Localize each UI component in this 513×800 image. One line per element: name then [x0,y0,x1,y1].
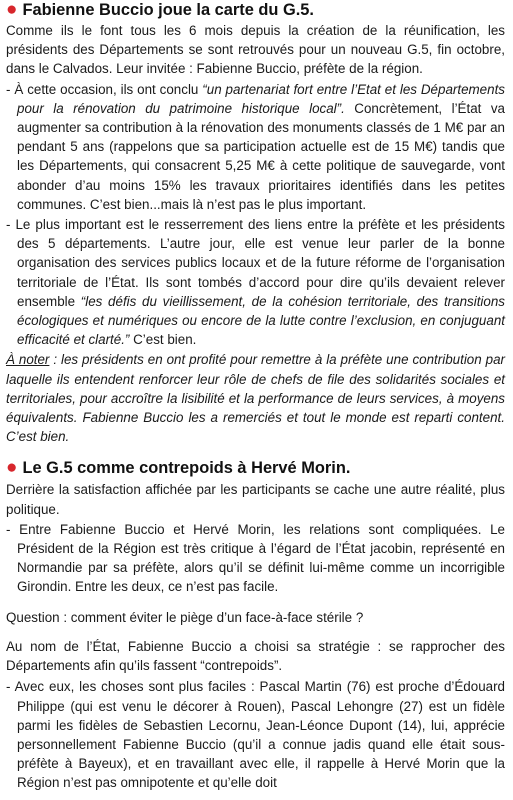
strategy-paragraph: Au nom de l’État, Fabienne Buccio a choisi sa stratégie : se rapprocher des Départements afin qu’ils fassent “contrepoids”. [6,638,505,674]
item-rest: Concrètement, l’État va augmenter sa contribution à la rénovation des monuments classés de 1 M€ par an pendant 5 ans (rappelons que sa participation actuelle est de 15 M€) tandis que les Départements, qui consacrent 5,25 M€ à cette politique de sauvegarde, vont abonder d’au moins 15% les travaux prioritaires identifiés dans les petites communes. C’est bien...mais là n’est pas le plus important. [17,100,505,212]
item-lead: - À cette occasion, ils ont conclu [6,81,203,97]
heading-text: Le G.5 comme contrepoids à Hervé Morin. [22,459,351,478]
heading-text: Fabienne Buccio joue la carte du G.5. [22,1,314,19]
section-heading-2 [6,458,505,478]
list-item: - Entre Fabienne Buccio et Hervé Morin, les relations sont compliquées. Le Président de la Région est très critique à l’égard de l’État jacobin, représenté en Normandie par sa préfète, alors qu’il se définit lui-même comme un incorrigible Girondin. Entre les deux, ce n’est pas facile. [6,521,505,595]
list-item: - Avec eux, les choses sont plus faciles : Pascal Martin (76) est proche d’Édouard Philippe (qui est venu le décorer à Rouen), Pascal Lehongre (27) est un fidèle parmi les fidèles de Sebastien Lecornu, Jean-Léonce Dupont (14), lui, apprécie personnellement Fabienne Buccio (qu’il a connue jadis quand elle était sous-préfète à Bayeux), et en travaillant avec elle, il rappelle à Hervé Morin que la Région n’est pas omnipotente et qu’elle doit [6,679,505,791]
item-rest: C’est bien. [129,332,197,348]
intro-paragraph: Comme ils le font tous les 6 mois depuis la création de la réunification, les présidents des Départements se sont retrouvés pour un nouveau G.5, fin octobre, dans le Calvados. Leur invitée : Fabienne Buccio, préfète de la région. [6,23,505,77]
section-heading-1 [6,0,505,20]
item-lead: - Le plus important est le resserrement des liens entre la préfète et les présidents des 5 départements. L’autre jour, elle est venue leur parler de la bonne organisation des services publics locaux et de la future réforme de l’organisation territoriale de l’État. Ils sont tombés d’accord pour dire qu’ils devaient relever ensemble [6,217,505,309]
list-item [6,80,505,214]
note-paragraph [6,350,505,446]
intro-paragraph: Derrière la satisfaction affichée par les participants se cache une autre réalité, plus politique. [6,482,505,517]
list-item [6,215,505,349]
bullet-icon: ● [6,0,18,20]
bullet-icon: ● [6,457,18,479]
item-quote: “les défis du vieillissement, de la cohésion territoriale, des transitions écologiques et numériques ou encore de la lutte contre l’exclusion, en conjuguant efficacité et clarté.” [17,293,505,348]
note-label: À noter [6,352,50,368]
question-paragraph: Question : comment éviter le piège d’un face-à-face stérile ? [6,609,364,625]
note-text: : les présidents en ont profité pour remettre à la préfète une contribution par laquelle ils entendent renforcer leur rôle de chefs de file des solidarités sociales et territoriales, pour accroître la lisibilité et la performance de leurs services, à moyens équivalents. Fabienne Buccio les a remerciés et tout le monde est reparti content. C’est bien. [6,352,505,445]
item-quote: “un partenariat fort entre l’Etat et les Départements pour la rénovation du patrimoine historique local”. [17,81,505,116]
